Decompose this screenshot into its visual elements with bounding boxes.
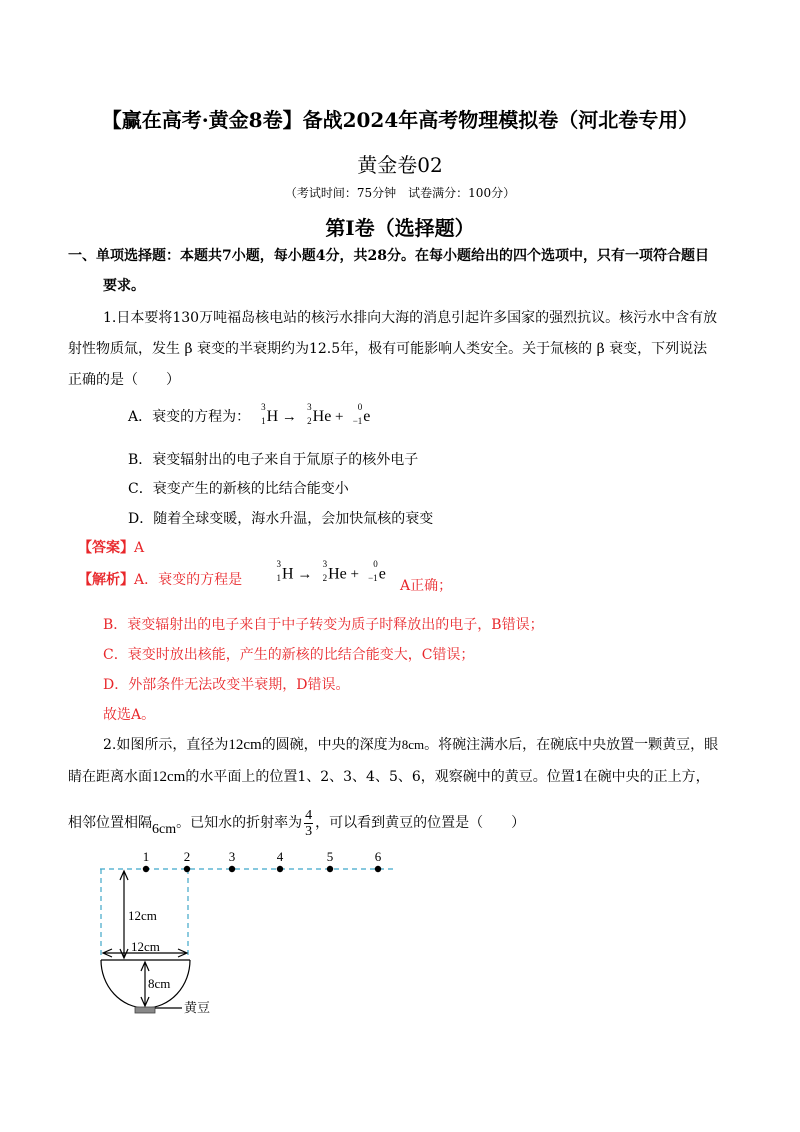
he-symbol-2: He <box>328 565 347 583</box>
paper-title: 【赢在高考·黄金8卷】备战2024年高考物理模拟卷（河北卷专用） <box>101 108 699 132</box>
q2-text-2b: 的水平面上的位置1、2、3、4、5、6，观察碗中的黄豆。位置1在碗中央的正上方， <box>185 769 710 785</box>
q1-stem-line1: 1.日本要将130万吨福岛核电站的核污水排向大海的消息引起许多国家的强烈抗议。核污水中含有放 <box>103 310 718 326</box>
he-mass-2: 3 <box>322 559 328 569</box>
e-symbol: e <box>363 408 371 425</box>
position-label-1: 1 <box>142 849 150 864</box>
h-mass-2: 3 <box>276 559 281 569</box>
q2-text-1b: 的圆碗，中央的深度为 <box>261 737 402 753</box>
q2-text-2a: 睛在距离水面 <box>68 769 152 785</box>
q2-spacing-value: 6cm <box>152 822 177 837</box>
instructions-line2: 要求。 <box>103 278 145 294</box>
plus-symbol: + <box>335 409 344 425</box>
q1-option-d: D．随着全球变暖，海水升温，会加快氚核的衰变 <box>128 511 434 527</box>
q1-analysis-c: C．衰变时放出核能，产生的新核的比结合能变大，C错误； <box>103 647 475 663</box>
bean-icon <box>135 1007 155 1013</box>
q1-stem-line2: 射性物质氚，发生 β 衰变的半衰期约为12.5年，极有可能影响人类安全。关于氚核的 β 衰变，下列说法 <box>68 341 708 357</box>
h-symbol: H <box>266 408 279 425</box>
position-dot-4 <box>277 866 283 872</box>
e-symbol-2: e <box>378 565 386 583</box>
q1-option-c: C．衰变产生的新核的比结合能变小 <box>128 481 349 497</box>
fraction-numerator: 4 <box>305 807 313 823</box>
q2-text-1c: 。将碗注满水后，在碗底中央放置一颗黄豆，眼 <box>424 737 719 753</box>
q2-text-1a: 2.如图所示，直径为 <box>103 737 229 753</box>
paper-subtitle: 黄金卷02 <box>357 153 443 177</box>
he-charge: 2 <box>307 415 312 426</box>
answer-value: A <box>134 540 145 556</box>
e-charge-2: −1 <box>368 573 378 583</box>
he-charge-2: 2 <box>322 573 328 583</box>
label-bean: 黄豆 <box>184 1000 211 1015</box>
h-symbol-2: H <box>282 565 294 583</box>
q2-text-3b: 。已知水的折射率为 <box>176 815 303 831</box>
analysis-a-conclusion: A正确； <box>400 578 453 594</box>
q2-diameter-value: 12cm <box>228 737 262 753</box>
analysis-a-text: A．衰变的方程是 <box>134 572 243 588</box>
h-charge-2: 1 <box>276 573 281 583</box>
plus-symbol-2: + <box>350 566 359 583</box>
label-depth: 8cm <box>148 976 171 991</box>
q1-option-a-label: A．衰变的方程为： <box>128 409 251 425</box>
h-mass: 3 <box>261 401 266 412</box>
q1-conclusion: 故选A。 <box>103 707 156 723</box>
he-mass: 3 <box>307 401 312 412</box>
q2-height-value: 12cm <box>152 769 186 785</box>
q2-text-3a: 相邻位置相隔 <box>68 815 152 831</box>
position-label-3: 3 <box>228 849 236 864</box>
arrow-symbol: → <box>281 409 297 425</box>
q1-analysis-b: B．衰变辐射出的电子来自于中子转变为质子时释放出的电子，B错误； <box>103 617 544 633</box>
e-charge: −1 <box>352 415 363 426</box>
position-dot-6 <box>375 866 381 872</box>
analysis-label: 【解析】 <box>78 572 134 588</box>
instructions-line1: 一、单项选择题：本题共7小题，每小题4分，共28分。在每小题给出的四个选项中，只有一项符合题目 <box>68 248 709 264</box>
label-diameter: 12cm <box>131 939 160 954</box>
position-label-2: 2 <box>183 849 191 864</box>
q2-depth-value: 8cm <box>401 737 425 752</box>
e-mass: 0 <box>357 401 363 412</box>
fraction-denominator: 3 <box>305 823 313 839</box>
e-mass-2: 0 <box>373 559 378 569</box>
he-symbol: He <box>312 408 332 425</box>
position-label-5: 5 <box>326 849 334 864</box>
position-label-4: 4 <box>276 849 284 864</box>
label-height: 12cm <box>128 908 157 923</box>
exam-info: （考试时间：75分钟 试卷满分：100分） <box>284 186 516 200</box>
position-dot-1 <box>143 866 149 872</box>
answer-label: 【答案】 <box>78 540 134 556</box>
q2-text-3c: ，可以看到黄豆的位置是（ ） <box>315 815 526 831</box>
position-label-6: 6 <box>374 849 382 864</box>
position-dot-3 <box>229 866 235 872</box>
q1-stem-line3: 正确的是（ ） <box>68 372 180 388</box>
arrow-symbol-2: → <box>297 566 313 583</box>
q1-analysis-d: D．外部条件无法改变半衰期，D错误。 <box>103 677 350 693</box>
q1-option-b: B．衰变辐射出的电子来自于氚原子的核外电子 <box>128 452 419 468</box>
position-dot-2 <box>184 866 190 872</box>
h-charge: 1 <box>261 415 266 426</box>
position-dot-5 <box>327 866 333 872</box>
section-title: 第Ⅰ卷（选择题） <box>325 216 475 240</box>
